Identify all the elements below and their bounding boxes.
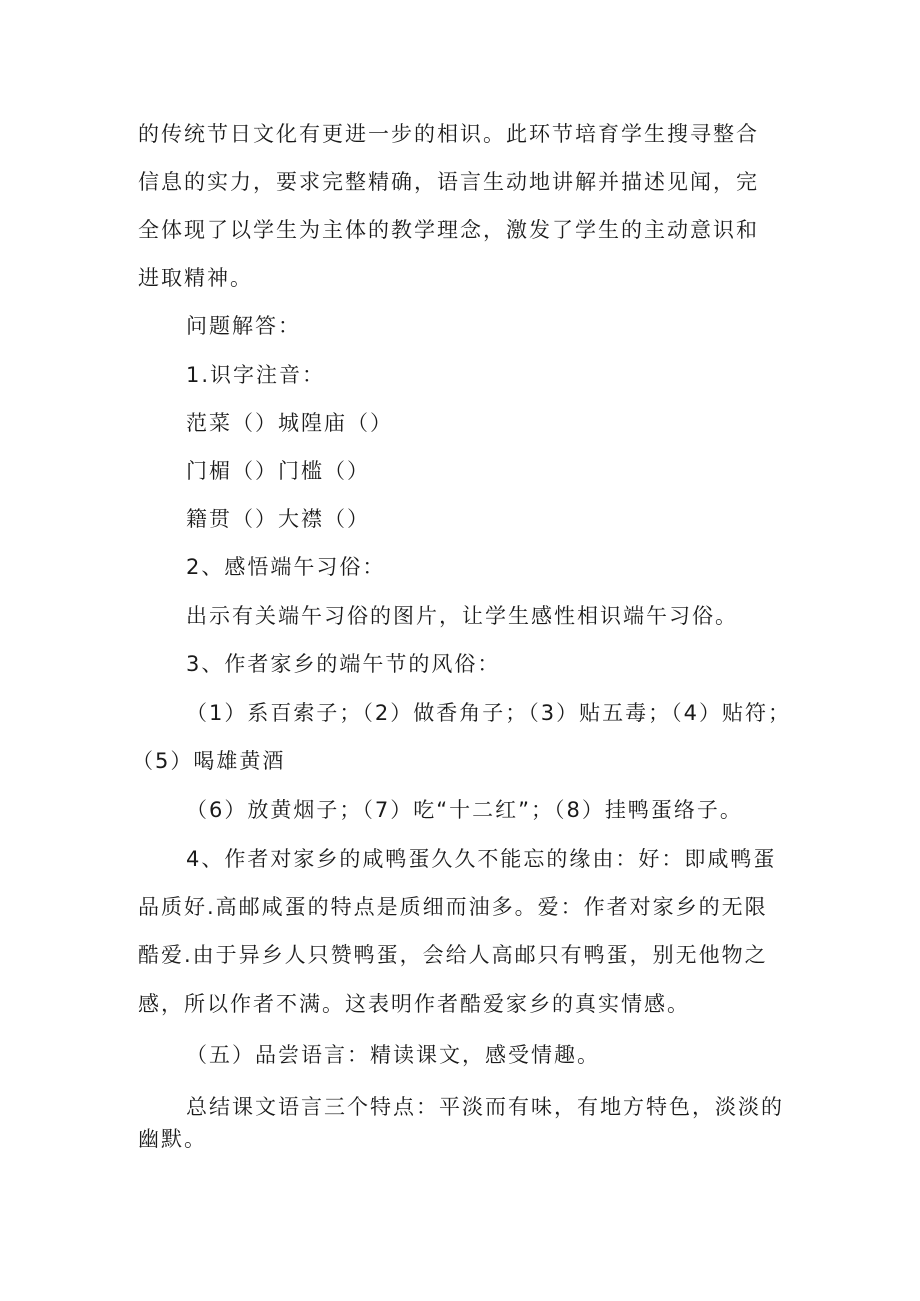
list-item: 籍贯（）大襟（） xyxy=(186,507,370,531)
paragraph-line: 4、作者对家乡的咸鸭蛋久久不能忘的缘由：好：即咸鸭蛋 xyxy=(186,847,777,871)
paragraph-line: 酷爱.由于异乡人只赞鸭蛋，会给人高邮只有鸭蛋，别无他物之 xyxy=(138,943,768,967)
paragraph-line: 进取精神。 xyxy=(138,266,253,290)
section-heading: 问题解答： xyxy=(186,314,301,338)
list-item: 1.识字注音： xyxy=(186,363,326,387)
list-item: （6）放黄烟子；（7）吃“十二红”；（8）挂鸭蛋络子。 xyxy=(186,798,743,822)
list-item: （5）喝雄黄酒 xyxy=(132,749,286,773)
paragraph-line: 总结课文语言三个特点：平淡而有味，有地方特色，淡淡的 xyxy=(186,1095,784,1119)
list-item: 门楣（）门槛（） xyxy=(186,459,370,483)
list-item: 3、作者家乡的端午节的风俗： xyxy=(186,652,501,676)
paragraph-line: 出示有关端午习俗的图片，让学生感性相识端午习俗。 xyxy=(186,604,738,628)
paragraph-line: 的传统节日文化有更进一步的相识。此环节培育学生搜寻整合 xyxy=(138,122,759,146)
list-item: 2、感悟端午习俗： xyxy=(186,555,386,579)
list-item: 范菜（）城隍庙（） xyxy=(186,411,393,435)
section-heading: （五）品尝语言：精读课文，感受情趣。 xyxy=(186,1043,600,1067)
paragraph-line: 感，所以作者不满。这表明作者酷爱家乡的真实情感。 xyxy=(138,992,690,1016)
paragraph-line: 幽默。 xyxy=(138,1127,207,1151)
list-item: （1）系百索子；（2）做香角子；（3）贴五毒；（4）贴符； xyxy=(186,701,791,725)
paragraph-line: 全体现了以学生为主体的教学理念，激发了学生的主动意识和 xyxy=(138,218,759,242)
paragraph-line: 品质好.高邮咸蛋的特点是质细而油多。爱：作者对家乡的无限 xyxy=(138,895,768,919)
paragraph-line: 信息的实力，要求完整精确，语言生动地讲解并描述见闻，完 xyxy=(138,170,759,194)
